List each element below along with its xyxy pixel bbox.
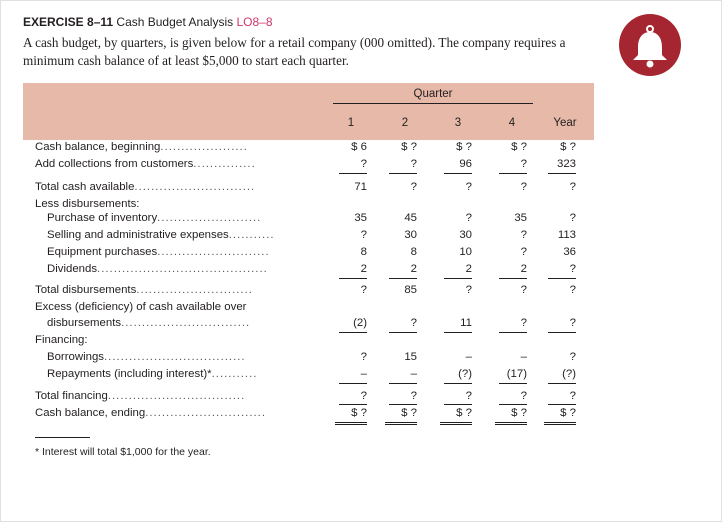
- underline-rule: [548, 404, 576, 405]
- row-label-text: Purchase of inventory: [47, 212, 158, 224]
- table-cell: $ ?: [560, 141, 576, 153]
- exercise-number: EXERCISE 8–11: [23, 15, 114, 29]
- table-cell: 8: [410, 246, 417, 258]
- leader-dots: ...........................: [157, 246, 270, 258]
- row-label-text: Cash balance, ending: [35, 407, 146, 419]
- table-cell: ?: [569, 263, 576, 275]
- underline-rule: [444, 383, 472, 384]
- table-cell: ?: [410, 158, 417, 170]
- double-underline-rule: [335, 422, 367, 425]
- underline-rule: [339, 278, 367, 279]
- table-cell: ?: [360, 158, 367, 170]
- table-cell: 36: [563, 246, 576, 258]
- row-label: [35, 141, 325, 153]
- table-cell: 8: [360, 246, 367, 258]
- table-cell: 71: [354, 181, 367, 193]
- leader-dots: ...........: [211, 368, 258, 380]
- table-cell: $ ?: [511, 407, 527, 419]
- underline-rule: [548, 173, 576, 174]
- row-label-text: Total financing: [35, 390, 108, 402]
- underline-rule: [339, 383, 367, 384]
- table-cell: ?: [360, 351, 367, 363]
- table-cell: 2: [360, 263, 367, 275]
- double-underline-rule: [440, 422, 472, 425]
- exercise-header: [23, 15, 273, 29]
- table-cell: ?: [465, 212, 472, 224]
- table-cell: ?: [569, 284, 576, 296]
- table-cell: $ ?: [401, 407, 417, 419]
- column-header: 3: [454, 117, 462, 129]
- row-label-text: Total disbursements: [35, 284, 137, 296]
- table-cell: (2): [353, 317, 367, 329]
- footnote: * Interest will total $1,000 for the year.: [35, 446, 211, 458]
- quarter-rule: [333, 103, 533, 104]
- underline-rule: [339, 404, 367, 405]
- exercise-title: Cash Budget Analysis: [116, 15, 234, 29]
- leader-dots: .....................: [160, 141, 248, 153]
- row-label: [35, 390, 325, 402]
- row-label-text: Cash balance, beginning: [35, 141, 161, 153]
- leader-dots: .........................: [157, 212, 262, 224]
- row-label-text: Financing:: [35, 334, 88, 346]
- underline-rule: [389, 332, 417, 333]
- row-label: [35, 181, 325, 193]
- table-cell: 323: [556, 158, 576, 170]
- underline-rule: [499, 332, 527, 333]
- double-underline-rule: [385, 422, 417, 425]
- table-cell: ?: [410, 317, 417, 329]
- underline-rule: [499, 278, 527, 279]
- table-cell: ?: [569, 181, 576, 193]
- table-cell: ?: [465, 390, 472, 402]
- table-cell: ?: [465, 181, 472, 193]
- quarter-heading: Quarter: [413, 88, 453, 100]
- table-cell: 113: [557, 229, 576, 241]
- row-label: [47, 368, 325, 380]
- leader-dots: ...............................: [121, 317, 251, 329]
- table-cell: $ ?: [401, 141, 417, 153]
- table-cell: –: [520, 351, 527, 363]
- table-cell: ?: [569, 390, 576, 402]
- row-label-text: Dividends: [47, 263, 98, 275]
- table-cell: 2: [410, 263, 417, 275]
- underline-rule: [499, 383, 527, 384]
- underline-rule: [389, 383, 417, 384]
- column-header: 2: [401, 117, 409, 129]
- table-cell: 11: [460, 317, 472, 329]
- table-cell: –: [360, 368, 367, 380]
- table-cell: 85: [404, 284, 417, 296]
- row-label: [47, 351, 325, 363]
- row-label: [47, 317, 325, 329]
- column-header: 1: [347, 117, 355, 129]
- leader-dots: .........................................: [97, 263, 268, 275]
- leader-dots: ..................................: [103, 351, 246, 363]
- underline-rule: [389, 278, 417, 279]
- table-cell: 30: [404, 229, 417, 241]
- table-cell: ?: [520, 390, 527, 402]
- table-cell: 2: [465, 263, 472, 275]
- underline-rule: [548, 278, 576, 279]
- table-cell: ?: [520, 158, 527, 170]
- row-label-text: Less disbursements:: [35, 198, 140, 210]
- exercise-intro: A cash budget, by quarters, is given below for a retail company (000 omitted). The company requires a minimum cash balance of at least $5,000 to start each quarter.: [23, 35, 566, 68]
- leader-dots: .............................: [145, 407, 266, 419]
- bell-icon[interactable]: [619, 14, 681, 76]
- underline-rule: [499, 404, 527, 405]
- table-cell: –: [410, 368, 417, 380]
- row-label-text: Selling and administrative expenses: [47, 229, 229, 241]
- table-cell: $ ?: [511, 141, 527, 153]
- row-label-text: Repayments (including interest)*: [47, 368, 212, 380]
- table-cell: ?: [410, 390, 417, 402]
- table-cell: 30: [459, 229, 472, 241]
- underline-rule: [444, 173, 472, 174]
- double-underline-rule: [544, 422, 576, 425]
- table-cell: ?: [360, 229, 367, 241]
- table-cell: 10: [459, 246, 472, 258]
- row-label: [47, 246, 325, 258]
- table-cell: $ ?: [456, 407, 472, 419]
- underline-rule: [389, 404, 417, 405]
- table-cell: ?: [410, 181, 417, 193]
- table-cell: 96: [459, 158, 472, 170]
- table-cell: ?: [569, 317, 576, 329]
- learning-objective-link[interactable]: LO8–8: [236, 15, 273, 29]
- row-label: [35, 407, 325, 419]
- leader-dots: .............................: [134, 181, 256, 193]
- leader-dots: .................................: [107, 390, 246, 402]
- row-label: [47, 212, 325, 224]
- row-label: [35, 198, 325, 210]
- underline-rule: [339, 332, 367, 333]
- row-label: [35, 301, 325, 313]
- row-label: [47, 263, 325, 275]
- table-cell: (?): [562, 368, 576, 380]
- table-cell: ?: [520, 246, 527, 258]
- row-label: [35, 284, 325, 296]
- table-cell: ?: [569, 351, 576, 363]
- underline-rule: [389, 173, 417, 174]
- row-label: [47, 229, 325, 241]
- row-label: [35, 158, 325, 170]
- table-cell: ?: [360, 390, 367, 402]
- row-label: [35, 334, 325, 346]
- row-label-text: Borrowings: [47, 351, 104, 363]
- leader-dots: ...........: [228, 229, 275, 241]
- column-header: 4: [508, 117, 516, 129]
- row-label-text: Add collections from customers: [35, 158, 194, 170]
- table-cell: 2: [520, 263, 527, 275]
- underline-rule: [548, 332, 576, 333]
- table-cell: $ ?: [351, 407, 367, 419]
- column-header: Year: [553, 117, 577, 129]
- underline-rule: [444, 404, 472, 405]
- table-cell: (17): [506, 368, 527, 380]
- table-cell: ?: [569, 212, 576, 224]
- table-cell: $ 6: [351, 141, 367, 153]
- table-cell: 35: [514, 212, 527, 224]
- table-cell: ?: [520, 229, 527, 241]
- table-cell: 15: [404, 351, 417, 363]
- underline-rule: [444, 278, 472, 279]
- table-cell: 45: [404, 212, 417, 224]
- row-label-text: Equipment purchases: [47, 246, 158, 258]
- table-cell: –: [465, 351, 472, 363]
- leader-dots: ............................: [136, 284, 253, 296]
- table-cell: (?): [458, 368, 472, 380]
- table-cell: ?: [520, 181, 527, 193]
- table-cell: ?: [520, 317, 527, 329]
- row-label-text: disbursements: [47, 317, 122, 329]
- underline-rule: [499, 173, 527, 174]
- table-cell: $ ?: [456, 141, 472, 153]
- table-cell: $ ?: [560, 407, 576, 419]
- underline-rule: [339, 173, 367, 174]
- underline-rule: [548, 383, 576, 384]
- footnote-rule: [35, 437, 90, 438]
- table-cell: ?: [465, 284, 472, 296]
- table-cell: 35: [354, 212, 367, 224]
- table-cell: ?: [520, 284, 527, 296]
- table-header-band: [23, 83, 594, 140]
- table-cell: ?: [360, 284, 367, 296]
- row-label-text: Total cash available: [35, 181, 135, 193]
- row-label-text: Excess (deficiency) of cash available over: [35, 301, 247, 313]
- underline-rule: [444, 332, 472, 333]
- double-underline-rule: [495, 422, 527, 425]
- leader-dots: ...............: [193, 158, 256, 170]
